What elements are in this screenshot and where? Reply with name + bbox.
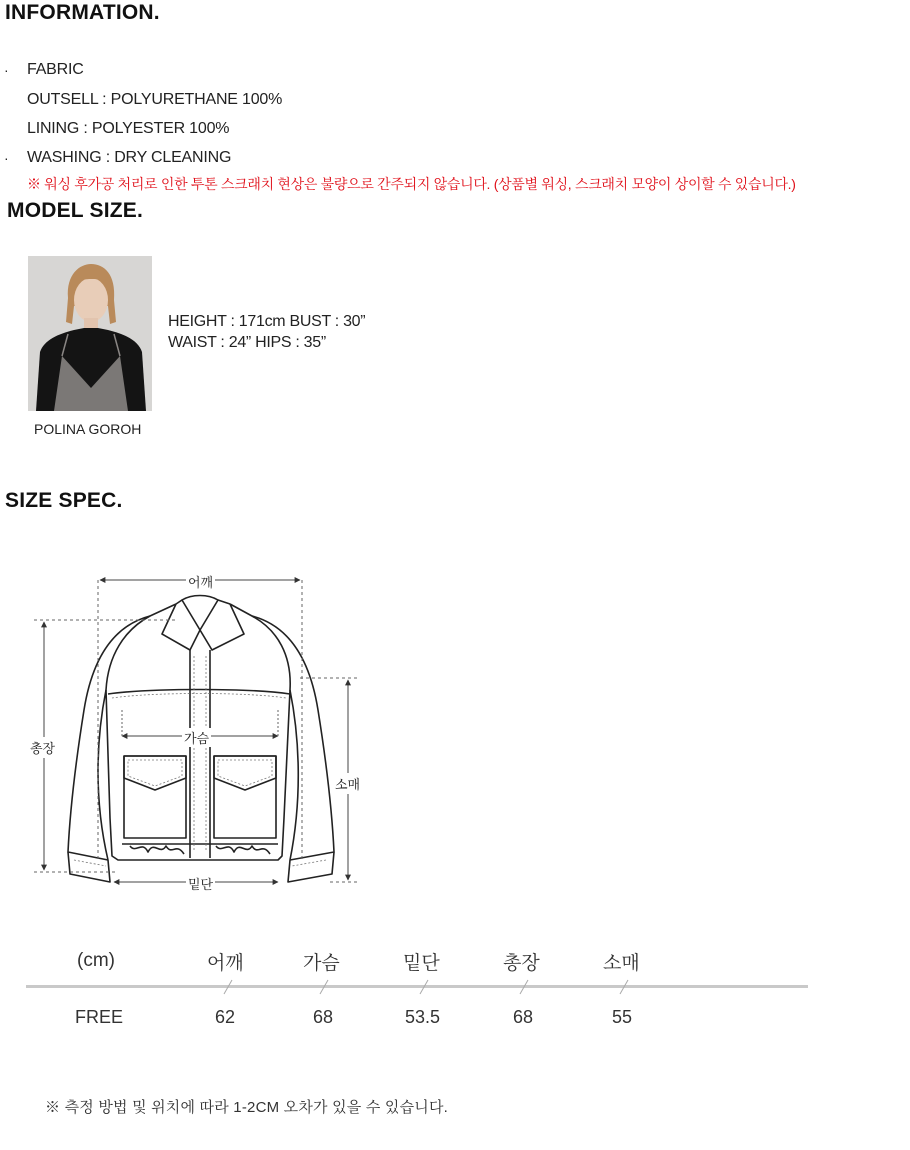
- washing-warning: ※ 워싱 후가공 처리로 인한 투톤 스크래치 현상은 불량으로 간주되지 않습니다. (상품별 워싱, 스크래치 모양이 상이할 수 있습니다.): [27, 176, 796, 192]
- table-cell-sleeve: 55: [612, 1007, 633, 1027]
- model-measure-line1: HEIGHT : 171cm BUST : 30”: [168, 313, 366, 330]
- model-name: POLINA GOROH: [34, 421, 142, 437]
- table-tick-marks: [0, 978, 700, 998]
- dim-label-shoulder: 어깨: [186, 572, 215, 591]
- table-header-sleeve: 소매: [603, 953, 640, 974]
- table-cell-shoulder: 62: [215, 1007, 236, 1027]
- table-header-length: 총장: [503, 953, 540, 974]
- table-header-unit: (cm): [77, 950, 115, 971]
- fabric-bullet: ·: [4, 62, 9, 78]
- washing-bullet: ·: [4, 150, 9, 166]
- jacket-stitching: [74, 656, 326, 866]
- dim-label-sleeve: 소매: [335, 773, 360, 794]
- outsell-text: OUTSELL : POLYURETHANE 100%: [27, 91, 283, 108]
- table-header-chest: 가슴: [303, 953, 340, 974]
- table-header-hem: 밑단: [403, 953, 440, 974]
- washing-text: WASHING : DRY CLEANING: [27, 149, 232, 166]
- dim-label-chest: 가슴: [182, 728, 211, 747]
- table-cell-length: 68: [513, 1007, 534, 1027]
- table-header-shoulder: 어깨: [207, 953, 244, 974]
- dim-label-hem: 밑단: [186, 874, 215, 893]
- model-measure-line2: WAIST : 24” HIPS : 35”: [168, 334, 326, 351]
- model-photo: [28, 256, 152, 411]
- fabric-label: FABRIC: [27, 61, 84, 78]
- measurement-footnote: ※ 측정 방법 및 위치에 따라 1-2CM 오차가 있을 수 있습니다.: [45, 1099, 449, 1116]
- table-cell-chest: 68: [313, 1007, 334, 1027]
- information-title: INFORMATION.: [5, 1, 160, 24]
- dim-label-length: 총장: [30, 737, 55, 758]
- size-spec-heading-clip: [0, 484, 300, 508]
- lining-text: LINING : POLYESTER 100%: [27, 120, 230, 137]
- table-row-size: FREE: [75, 1007, 124, 1027]
- model-size-title: MODEL SIZE.: [7, 199, 143, 222]
- table-cell-hem: 53.5: [405, 1007, 441, 1027]
- size-spec-title: SIZE SPEC.: [5, 489, 123, 508]
